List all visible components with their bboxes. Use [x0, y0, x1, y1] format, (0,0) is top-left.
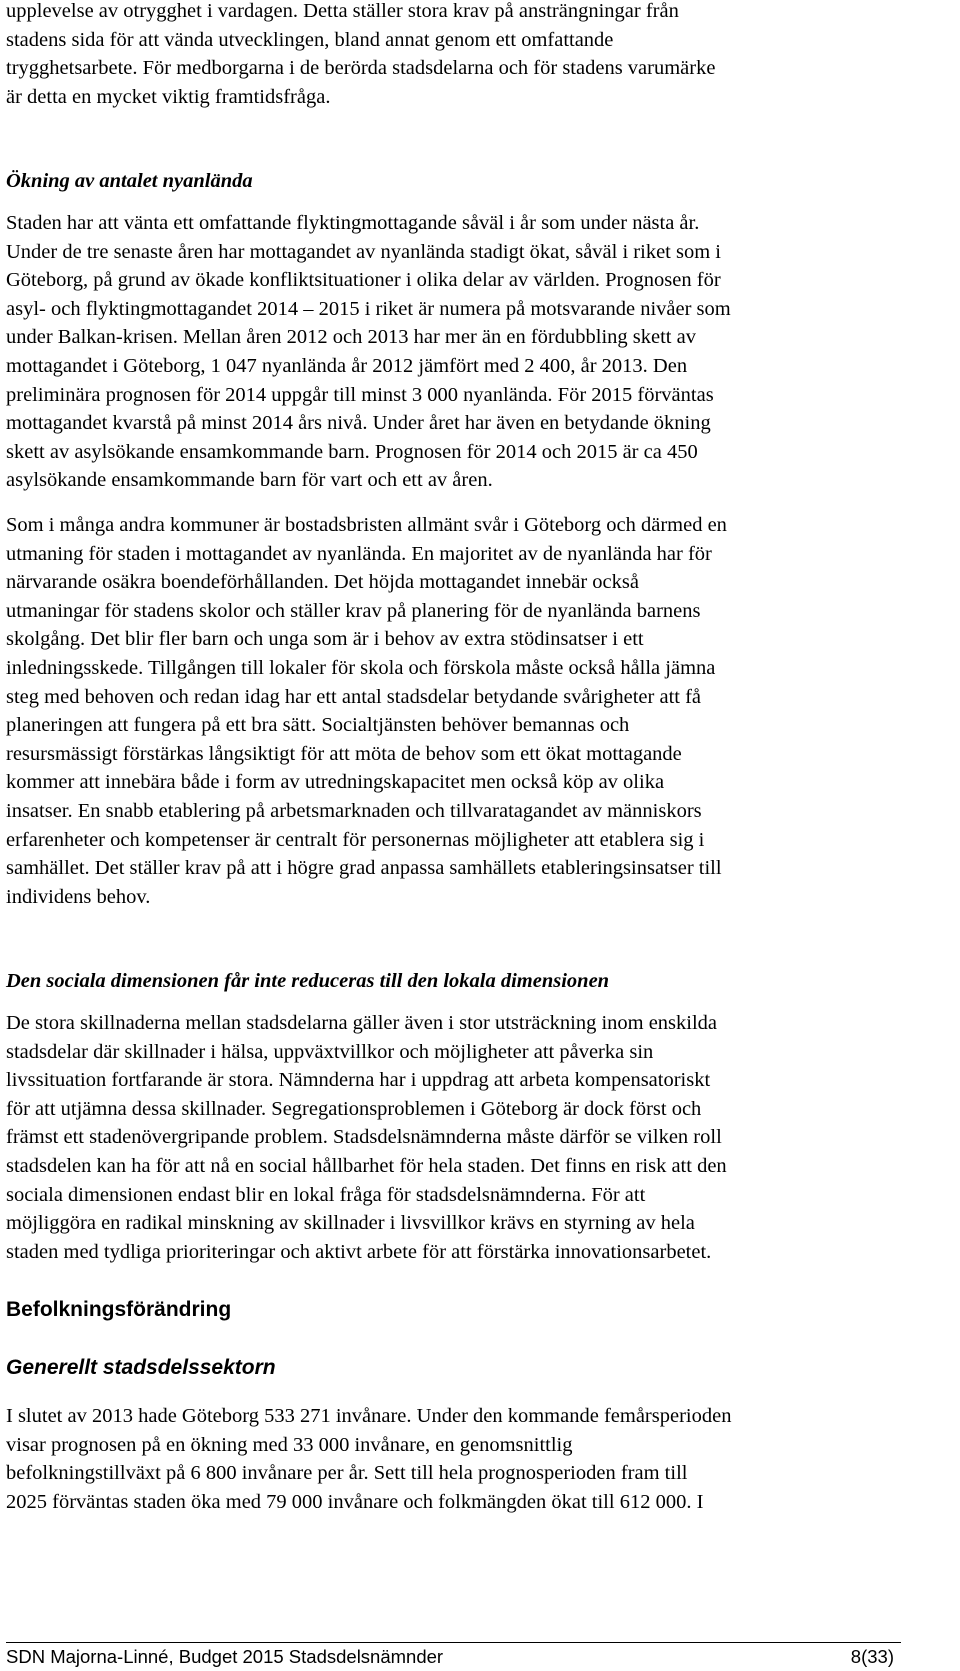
- befolkning-paragraph-1: [6, 1402, 731, 1516]
- text-line: möjliggöra en radikal minskning av skillnader i livsvillkor krävs en styrning av hela: [6, 1212, 695, 1235]
- text-line: livssituation fortfarande är stora. Nämnderna har i uppdrag att arbeta kompensatoriskt: [6, 1069, 711, 1092]
- text-line: främst ett stadenövergripande problem. Stadsdelsnämnderna måste därför se vilken roll: [6, 1126, 722, 1149]
- text-line: Staden har att vänta ett omfattande flyktingmottagande såväl i år som under nästa år.: [6, 212, 700, 234]
- text-line: visar prognosen på en ökning med 33 000 invånare, en genomsnittlig: [6, 1433, 573, 1456]
- text-line: 2025 förväntas staden öka med 79 000 invånare och folkmängden ökat till 612 000. I: [6, 1490, 704, 1513]
- text-line: asyl- och flyktingmottagandet 2014 – 2015 i riket är numera på motsvarande nivåer som: [6, 297, 731, 320]
- text-line: utmaningar för stadens skolor och ställer krav på planering för de nyanlända barnens: [6, 599, 701, 622]
- text-line: Under de tre senaste åren har mottagandet av nyanlända stadigt ökat, såväl i riket som i: [6, 240, 721, 263]
- section-heading-nyanlanda: Ökning av antalet nyanlända: [6, 170, 253, 192]
- text-line: skett av asylsökande ensamkommande barn. Prognosen för 2014 och 2015 är ca 450: [6, 440, 698, 463]
- intro-paragraph: [6, 0, 715, 111]
- text-line: planeringen att fungera på ett bra sätt. Socialtjänsten behöver bemannas och: [6, 714, 630, 737]
- text-line: kommer att innebära både i form av utredningskapacitet men också köp av olika: [6, 771, 665, 794]
- text-line: stadsdelen kan ha för att nå en social hållbarhet för hela staden. Det finns en risk att den: [6, 1154, 727, 1177]
- footer-document-title: SDN Majorna-Linné, Budget 2015 Stadsdelsnämnder: [6, 1646, 444, 1667]
- social-paragraph-1: [6, 1009, 727, 1266]
- text-line: befolkningstillväxt på 6 800 invånare per år. Sett till hela prognosperioden fram till: [6, 1462, 688, 1485]
- footer-divider: [6, 1642, 901, 1643]
- text-line: insatser. En snabb etablering på arbetsmarknaden och tillvaratagandet av människors: [6, 799, 702, 822]
- text-line: steg med behoven och redan idag har ett antal stadsdelar betydande svårigheter att få: [6, 685, 702, 708]
- text-line: utmaning för staden i mottagandet av nyanlända. En majoritet av de nyanlända har för: [6, 542, 712, 565]
- section-heading-befolkning: Befolkningsförändring: [6, 1298, 232, 1321]
- text-line: Göteborg, på grund av ökade konfliktsituationer i olika delar av världen. Prognosen för: [6, 269, 721, 292]
- text-line: De stora skillnaderna mellan stadsdelarna gäller även i stor utsträckning inom enskilda: [6, 1012, 718, 1034]
- text-line: erfarenheter och kompetenser är centralt för personernas möjligheter att etablera sig i: [6, 828, 705, 851]
- text-line: mottagandet kvarstå på minst 2014 års nivå. Under året har även en betydande ökning: [6, 412, 711, 435]
- text-line: närvarande osäkra boendeförhållanden. Det höjda mottagandet innebär också: [6, 571, 639, 594]
- text-line: individens behov.: [6, 885, 151, 908]
- text-line: Som i många andra kommuner är bostadsbristen allmänt svår i Göteborg och därmed en: [6, 514, 727, 536]
- text-line: preliminära prognosen för 2014 uppgår till minst 3 000 nyanlända. För 2015 förväntas: [6, 383, 714, 406]
- text-line: sociala dimensionen endast blir en lokal fråga för stadsdelsnämnderna. För att: [6, 1183, 646, 1206]
- text-line: resursmässigt förstärkas långsiktigt för att möta de behov som ett ökat mottagande: [6, 742, 682, 765]
- text-line: inledningsskede. Tillgången till lokaler för skola och förskola måste också hålla jämna: [6, 656, 716, 679]
- text-line: asylsökande ensamkommande barn för vart och ett av åren.: [6, 469, 493, 492]
- subheading-stadsdelssektorn: Generellt stadsdelssektorn: [6, 1356, 276, 1379]
- nyanlanda-paragraph-2: [6, 511, 727, 911]
- text-line: staden med tydliga prioriteringar och aktivt arbete för att förstärka innovationsarbetet.: [6, 1240, 712, 1263]
- nyanlanda-paragraph-1: [6, 209, 731, 495]
- text-line: skolgång. Det blir fler barn och unga som är i behov av extra stödinsatser i ett: [6, 628, 644, 651]
- text-line: trygghetsarbete. För medborgarna i de berörda stadsdelarna och för stadens varumärke: [6, 57, 716, 80]
- text-line: för att utjämna dessa skillnader. Segregationsproblemen i Göteborg är dock först och: [6, 1097, 702, 1120]
- text-line: stadens sida för att vända utvecklingen, bland annat genom ett omfattande: [6, 28, 614, 51]
- text-line: stadsdelar där skillnader i hälsa, uppväxtvillkor och möjligheter att påverka sin: [6, 1040, 654, 1063]
- text-line: mottagandet i Göteborg, 1 047 nyanlända år 2012 jämfört med 2 400, år 2013. Den: [6, 354, 688, 377]
- text-line: I slutet av 2013 hade Göteborg 533 271 invånare. Under den kommande femårsperioden: [6, 1405, 732, 1427]
- text-line: upplevelse av otrygghet i vardagen. Detta ställer stora krav på ansträngningar från: [6, 0, 679, 22]
- section-heading-social: Den sociala dimensionen får inte reduceras till den lokala dimensionen: [6, 970, 610, 992]
- text-line: under Balkan-krisen. Mellan åren 2012 och 2013 har mer än en fördubbling skett av: [6, 326, 696, 349]
- text-line: samhället. Det ställer krav på att i högre grad anpassa samhällets etableringsinsatser till: [6, 857, 722, 880]
- footer-page-number: 8(33): [850, 1646, 894, 1667]
- text-line: är detta en mycket viktig framtidsfråga.: [6, 85, 331, 108]
